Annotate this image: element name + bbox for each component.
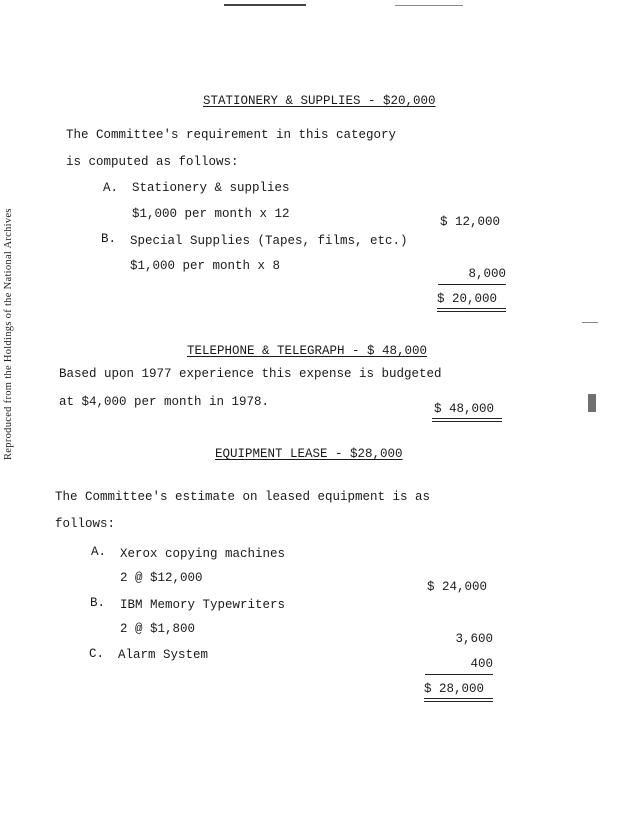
equipment-item-c-amount: 400 [470, 657, 493, 671]
equipment-item-b-label: IBM Memory Typewriters [120, 598, 286, 612]
archives-margin-note-text: Reproduced from the Holdings of the National Archives [3, 208, 14, 460]
stationery-item-a-calc: $1,000 per month x 12 [132, 207, 290, 221]
equipment-item-c-label: Alarm System [118, 648, 209, 662]
telephone-total: $ 48,000 [434, 402, 495, 416]
stationery-total-rule [437, 308, 506, 309]
stationery-item-a-label: Stationery & supplies [132, 181, 290, 195]
equipment-item-c-letter: C. [89, 647, 105, 661]
equipment-heading: EQUIPMENT LEASE - $28,000 [215, 447, 403, 461]
equipment-item-a-calc: 2 @ $12,000 [120, 571, 203, 585]
scan-smudge [588, 394, 596, 412]
equipment-item-a-letter: A. [91, 545, 107, 559]
telephone-heading: TELEPHONE & TELEGRAPH - $ 48,000 [187, 344, 428, 358]
equipment-intro-line-1: The Committee's estimate on leased equipment is as [55, 490, 431, 504]
equipment-total-rule-2 [424, 701, 493, 702]
archives-margin-note [3, 100, 14, 460]
scan-mark-top [224, 4, 306, 6]
stationery-item-b-amount: 8,000 [468, 267, 506, 281]
telephone-line-2: at $4,000 per month in 1978. [59, 395, 270, 409]
stationery-item-b-letter: B. [101, 232, 117, 246]
stationery-item-b-calc: $1,000 per month x 8 [130, 259, 281, 273]
telephone-total-rule [432, 418, 502, 419]
equipment-total: $ 28,000 [424, 682, 485, 696]
stationery-subtotal-rule [438, 284, 506, 285]
equipment-subtotal-rule [425, 674, 493, 675]
equipment-item-a-amount: $ 24,000 [427, 580, 488, 594]
equipment-intro-line-2: follows: [55, 517, 116, 531]
equipment-item-b-letter: B. [90, 596, 106, 610]
equipment-item-b-amount: 3,600 [455, 632, 493, 646]
stationery-intro-line-2: is computed as follows: [66, 155, 239, 169]
scan-mark-top-2 [395, 5, 463, 6]
scan-smudge-2 [582, 322, 598, 323]
stationery-heading: STATIONERY & SUPPLIES - $20,000 [203, 94, 436, 108]
stationery-item-a-letter: A. [103, 181, 119, 195]
stationery-item-b-label: Special Supplies (Tapes, films, etc.) [130, 234, 408, 248]
equipment-item-a-label: Xerox copying machines [120, 547, 286, 561]
stationery-total: $ 20,000 [437, 292, 498, 306]
stationery-item-a-amount: $ 12,000 [440, 215, 501, 229]
equipment-item-b-calc: 2 @ $1,800 [120, 622, 196, 636]
telephone-total-rule-2 [432, 421, 502, 422]
stationery-intro-line-1: The Committee's requirement in this category [66, 128, 397, 142]
stationery-total-rule-2 [437, 311, 506, 312]
equipment-total-rule [424, 698, 493, 699]
telephone-line-1: Based upon 1977 experience this expense is budgeted [59, 367, 442, 381]
